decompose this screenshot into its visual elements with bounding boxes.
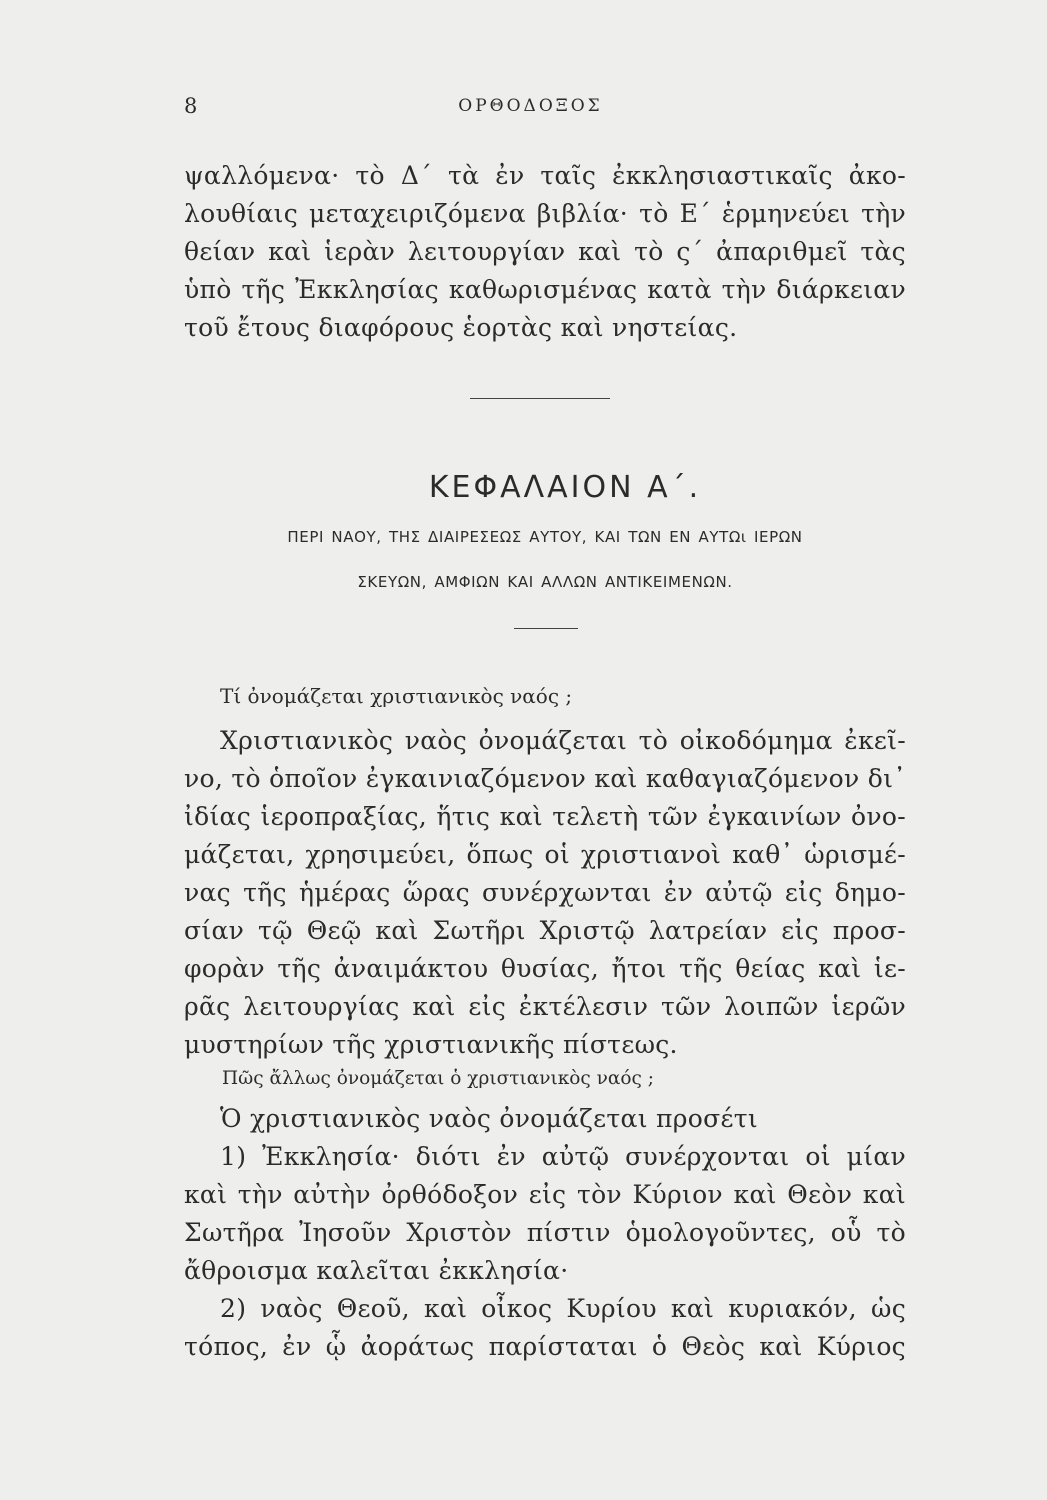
- text-line: Ὁ χριστιανικὸς ναὸς ὀνομάζεται προσέτι: [220, 1104, 758, 1133]
- chapter-subtitle-line-1: ΠΕΡΙ ΝΑΟΥ, ΤΗΣ ΔΙΑΙΡΕΣΕΩΣ ΑΥΤΟΥ, ΚΑΙ ΤΩΝ ΕΝ ΑΥΤΩι ΙΕΡΩΝ: [287, 528, 803, 546]
- question-heading: Πῶς ἄλλως ὀνομάζεται ὁ χριστιανικὸς ναός ;: [222, 1068, 655, 1089]
- text-line: νας τῆς ἡμέρας ὥρας συνέρχωνται ἐν αὐτῷ εἰς δημο-: [184, 878, 906, 907]
- text-line: σίαν τῷ Θεῷ καὶ Σωτῆρι Χριστῷ λατρείαν εἰς προσ-: [184, 916, 906, 945]
- text-line: τοῦ ἔτους διαφόρους ἑορτὰς καὶ νηστείας.: [184, 313, 738, 342]
- text-line: ὑπὸ τῆς Ἐκκλησίας καθωρισμένας κατὰ τὴν διάρκειαν: [184, 275, 906, 304]
- text-line: Χριστιανικὸς ναὸς ὀνομάζεται τὸ οἰκοδόμημα ἐκεῖ-: [220, 726, 906, 755]
- text-line: νο, τὸ ὁποῖον ἐγκαινιαζόμενον καὶ καθαγιαζόμενον δι᾽: [184, 764, 906, 793]
- text-line: μάζεται, χρησιμεύει, ὅπως οἱ χριστιανοὶ καθ᾽ ὡρισμέ-: [184, 840, 906, 869]
- section-divider: [470, 398, 610, 399]
- text-line: φορὰν τῆς ἀναιμάκτου θυσίας, ἤτοι τῆς θείας καὶ ἱε-: [184, 954, 906, 983]
- text-line: ἰδίας ἱεροπραξίας, ἥτις καὶ τελετὴ τῶν ἐγκαινίων ὀνο-: [184, 802, 906, 831]
- page-number: 8: [184, 94, 198, 118]
- chapter-subtitle-line-2: ΣΚΕΥΩΝ, ΑΜΦΙΩΝ ΚΑΙ ΑΛΛΩΝ ΑΝΤΙΚΕΙΜΕΝΩΝ.: [357, 573, 733, 591]
- text-line: μυστηρίων τῆς χριστιανικῆς πίστεως.: [184, 1030, 678, 1059]
- text-line: καὶ τὴν αὐτὴν ὀρθόδοξον εἰς τὸν Κύριον καὶ Θεὸν καὶ: [184, 1180, 906, 1209]
- text-line: λουθίαις μεταχειριζόμενα βιβλία· τὸ Ε´ ἑρμηνεύει τὴν: [184, 199, 906, 228]
- text-line: τόπος, ἐν ᾧ ἀοράτως παρίσταται ὁ Θεὸς καὶ Κύριος: [184, 1332, 906, 1361]
- running-head: [184, 94, 907, 124]
- text-line: 2) ναὸς Θεοῦ, καὶ οἶκος Κυρίου καὶ κυριακόν, ὡς: [220, 1294, 906, 1323]
- text-line: ψαλλόμενα· τὸ Δ´ τὰ ἐν ταῖς ἐκκλησιαστικαῖς ἀκο-: [184, 161, 906, 190]
- text-line: θείαν καὶ ἱερὰν λειτουργίαν καὶ τὸ ς´ ἀπαριθμεῖ τὰς: [184, 237, 906, 266]
- chapter-title: ΚΕΦΑΛΑΙΟΝ Α΄.: [428, 470, 702, 505]
- text-line: ἄθροισμα καλεῖται ἐκκλησία·: [184, 1256, 569, 1285]
- text-line: ρᾶς λειτουργίας καὶ εἰς ἐκτέλεσιν τῶν λοιπῶν ἱερῶν: [184, 992, 906, 1021]
- chapter-divider: [514, 628, 578, 629]
- answer-paragraph: [184, 722, 906, 1064]
- answer-paragraph: [184, 1100, 906, 1366]
- intro-paragraph: [184, 157, 906, 347]
- question-heading: Τί ὀνομάζεται χριστιανικὸς ναός ;: [220, 684, 573, 708]
- text-line: Σωτῆρα Ἰησοῦν Χριστὸν πίστιν ὁμολογοῦντες, οὗ τὸ: [184, 1218, 906, 1247]
- running-title: ΟΡΘΟΔΟΞΟΣ: [458, 96, 603, 116]
- text-line: 1) Ἐκκλησία· διότι ἐν αὐτῷ συνέρχονται οἱ μίαν: [220, 1142, 906, 1171]
